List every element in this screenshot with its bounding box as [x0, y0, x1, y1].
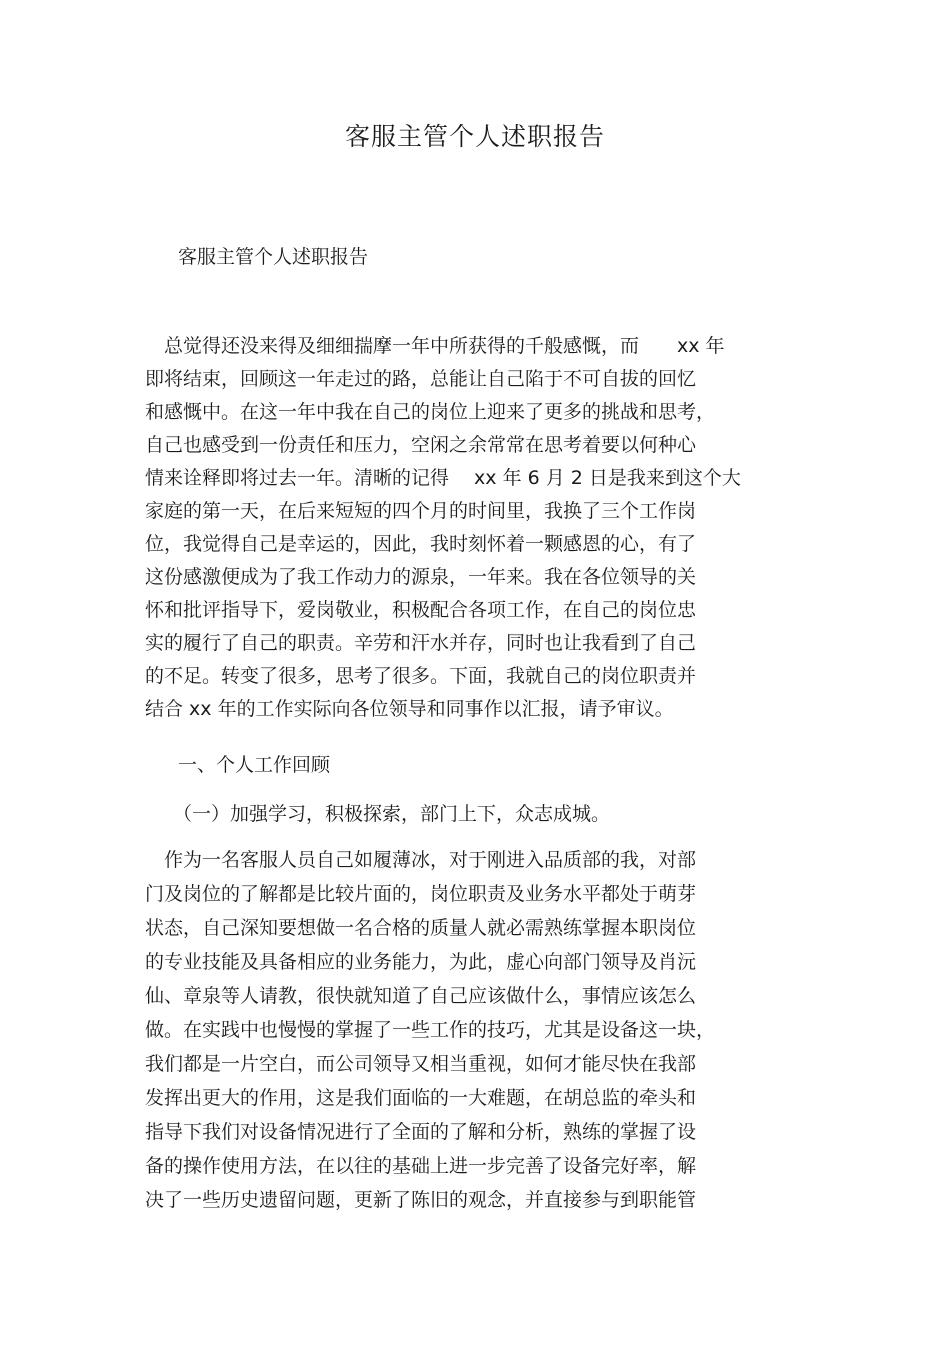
section-heading: 一、个人工作回顾 — [178, 754, 331, 776]
paragraph-line: 做。在实践中也慢慢的掌握了一些工作的技巧，尤其是设备这一块， — [145, 1019, 716, 1041]
document-subtitle: 客服主管个人述职报告 — [178, 246, 369, 268]
paragraph-line: 即将结束，回顾这一年走过的路，总能让自己陷于不可自拔的回忆 — [145, 368, 697, 390]
paragraph-line: 实的履行了自己的职责。辛劳和汗水并存，同时也让我看到了自己 — [145, 632, 697, 654]
page-title: 客服主管个人述职报告 — [344, 122, 605, 151]
paragraph-line: 的不足。转变了很多，思考了很多。下面，我就自己的岗位职责并 — [145, 665, 697, 687]
paragraph-line: 我们都是一片空白，而公司领导又相当重视，如何才能尽快在我部 — [145, 1053, 697, 1075]
paragraph-line: 仙、章泉等人请教，很快就知道了自己应该做什么，事情应该怎么 — [145, 985, 697, 1007]
paragraph-line: 备的操作使用方法，在以往的基础上进一步完善了设备完好率，解 — [145, 1155, 697, 1177]
paragraph-line: 情来诠释即将过去一年。清晰的记得 xx 年 6 月 2 日是我来到这个大 — [145, 467, 741, 489]
paragraph-line: 结合 xx 年的工作实际向各位领导和同事作以汇报，请予审议。 — [145, 698, 674, 720]
paragraph-line: 位，我觉得自己是幸运的，因此，我时刻怀着一颗感恩的心，有了 — [145, 533, 697, 555]
paragraph-line: 的专业技能及具备相应的业务能力，为此，虚心向部门领导及肖沅 — [145, 951, 697, 973]
paragraph-line: 指导下我们对设备情况进行了全面的了解和分析，熟练的掌握了设 — [145, 1121, 697, 1143]
paragraph-line: 怀和批评指导下，爱岗敬业，积极配合各项工作，在自己的岗位忠 — [145, 599, 697, 621]
paragraph-line: 和感慨中。在这一年中我在自己的岗位上迎来了更多的挑战和思考， — [145, 401, 716, 423]
paragraph-line: 门及岗位的了解都是比较片面的，岗位职责及业务水平都处于萌芽 — [145, 883, 697, 905]
paragraph-line: 总觉得还没来得及细细揣摩一年中所获得的千般感慨，而 xx 年 — [145, 335, 725, 357]
section-subheading: （一）加强学习，积极探索，部门上下，众志成城。 — [173, 803, 611, 825]
paragraph-line: 这份感激便成为了我工作动力的源泉，一年来。我在各位领导的关 — [145, 566, 697, 588]
paragraph-line: 自己也感受到一份责任和压力，空闲之余常常在思考着要以何种心 — [145, 434, 697, 456]
paragraph-line: 家庭的第一天，在后来短短的四个月的时间里，我换了三个工作岗 — [145, 500, 697, 522]
paragraph-line: 发挥出更大的作用，这是我们面临的一大难题，在胡总监的牵头和 — [145, 1087, 697, 1109]
paragraph-line: 决了一些历史遗留问题，更新了陈旧的观念，并直接参与到职能管 — [145, 1189, 697, 1211]
paragraph-line: 作为一名客服人员自己如履薄冰，对于刚进入品质部的我，对部 — [145, 849, 697, 871]
paragraph-line: 状态，自己深知要想做一名合格的质量人就必需熟练掌握本职岗位 — [145, 917, 697, 939]
